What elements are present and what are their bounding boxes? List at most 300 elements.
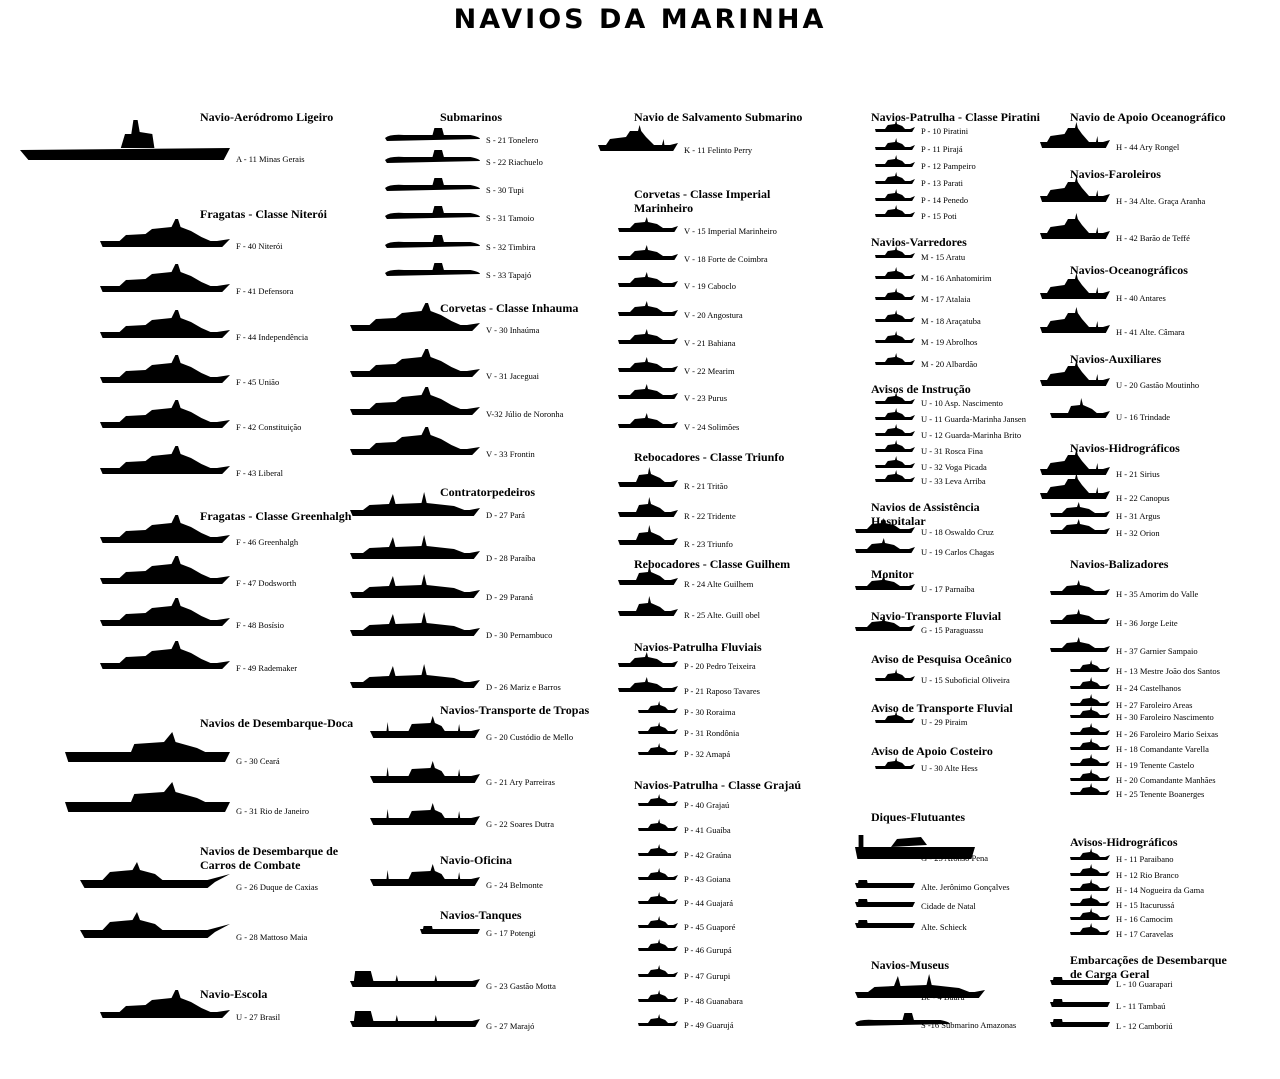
ship-silhouette-icon <box>370 759 480 783</box>
ship-entry <box>598 208 858 238</box>
ship-label: P - 49 Guarujá <box>684 1020 734 1030</box>
ship-label: H - 40 Antares <box>1116 293 1166 303</box>
ship-label: Alte. Schieck <box>921 922 967 932</box>
ship-entry <box>598 521 858 551</box>
ship-silhouette-icon <box>20 118 230 160</box>
ship-entry <box>20 994 360 1024</box>
section-heading: Navios-Tanques <box>440 908 522 922</box>
ship-label: U - 19 Carlos Chagas <box>921 547 995 557</box>
ship-entry <box>20 602 360 632</box>
ship-label: G - 25 Afonso Pena <box>921 853 989 863</box>
ship-label: D - 29 Paraná <box>486 592 533 602</box>
ship-silhouette-icon <box>385 149 480 163</box>
ship-silhouette-icon <box>1040 307 1110 333</box>
ship-entry <box>350 535 610 565</box>
ship-entry <box>1030 771 1280 801</box>
ship-label: M - 18 Araçatuba <box>921 316 981 326</box>
ship-label: H - 30 Faroleiro Nascimento <box>1116 712 1214 722</box>
ship-label: D - 26 Mariz e Barros <box>486 682 561 692</box>
ship-label: S - 30 Tupi <box>486 185 525 195</box>
ship-silhouette-icon <box>385 234 480 248</box>
ship-silhouette-icon <box>618 594 678 616</box>
ship-label: H - 20 Comandante Manhães <box>1116 775 1216 785</box>
ship-silhouette-icon <box>638 964 678 977</box>
ship-label: P - 44 Guajará <box>684 898 734 908</box>
ship-label: L - 10 Guarapari <box>1116 979 1173 989</box>
ship-label: H - 36 Jorge Leite <box>1116 618 1178 628</box>
ship-entry <box>350 307 610 337</box>
ship-silhouette-icon <box>1040 273 1110 299</box>
ship-entry <box>598 561 858 591</box>
ship-entry <box>20 314 360 344</box>
ship-silhouette-icon <box>618 523 678 545</box>
section-heading: Contratorpedeiros <box>440 485 536 499</box>
ship-label: U - 32 Voga Picada <box>921 462 987 472</box>
ship-silhouette-icon <box>370 801 480 825</box>
section-heading: Navios-Auxiliares <box>1070 352 1162 366</box>
ship-silhouette-icon <box>1050 1017 1110 1027</box>
ship-label: P - 45 Guaporé <box>684 922 736 932</box>
section-heading: Aviso de Pesquisa Oceânico <box>871 652 1012 666</box>
section-heading: Navios-Varredores <box>871 235 967 249</box>
ship-label: U - 18 Oswaldo Cruz <box>921 527 994 537</box>
ship-label: D - 27 Pará <box>486 510 525 520</box>
ship-label: H - 11 Paraibano <box>1116 854 1174 864</box>
ship-silhouette-icon <box>638 793 678 806</box>
ship-entry <box>598 320 858 350</box>
section-heading: Fragatas - Classe Greenhalgh <box>200 509 352 523</box>
ship-label: G - 15 Paraguassu <box>921 625 984 635</box>
section-heading: Navios-Patrulha - Classe Grajaú <box>634 778 801 792</box>
ship-entry <box>598 127 858 157</box>
ship-label: S - 21 Tonelero <box>486 135 539 145</box>
ship-entry <box>598 404 858 434</box>
ship-label: P - 12 Pampeiro <box>921 161 976 171</box>
ship-label: P - 11 Pirajá <box>921 144 963 154</box>
ship-entry <box>350 139 610 169</box>
ship-label: G - 27 Marajó <box>486 1021 535 1031</box>
section-heading: Rebocadores - Classe Triunfo <box>634 450 785 464</box>
ship-label: A - 11 Minas Gerais <box>236 154 305 164</box>
ship-silhouette-icon <box>350 425 480 455</box>
ship-silhouette-icon <box>1040 122 1110 148</box>
ship-label: V - 22 Mearim <box>684 366 735 376</box>
ship-label: F - 44 Independência <box>236 332 308 342</box>
ship-silhouette-icon <box>100 554 230 584</box>
section-heading: Aviso de Apoio Costeiro <box>871 744 993 758</box>
ship-silhouette-icon <box>350 572 480 598</box>
ship-label: U - 16 Trindade <box>1116 412 1171 422</box>
ship-silhouette-icon <box>350 1007 480 1027</box>
ship-silhouette-icon <box>350 301 480 331</box>
ship-entry <box>350 492 610 522</box>
ship-silhouette-icon <box>1050 608 1110 624</box>
section-heading: Navios-Patrulha Fluviais <box>634 640 762 654</box>
ship-label: Be - 4 Bauru <box>921 992 965 1002</box>
ship-label: H - 22 Canopus <box>1116 493 1170 503</box>
ship-silhouette-icon <box>638 742 678 755</box>
ship-entry <box>1030 571 1280 601</box>
ship-silhouette-icon <box>638 989 678 1002</box>
ship-entry <box>1030 394 1280 424</box>
ship-entry <box>20 560 360 590</box>
ship-label: H - 24 Castelhanos <box>1116 683 1181 693</box>
ship-silhouette-icon <box>618 271 678 287</box>
ship-label: G - 24 Belmonte <box>486 880 543 890</box>
ship-silhouette-icon <box>855 615 915 631</box>
ship-label: U - 29 Piraim <box>921 717 968 727</box>
ship-silhouette-icon <box>855 574 915 590</box>
ship-silhouette-icon <box>100 217 230 247</box>
section-heading: Navios-Faroleiros <box>1070 167 1161 181</box>
ship-label: R - 24 Alte Guilhem <box>684 579 754 589</box>
ship-label: V - 19 Caboclo <box>684 281 737 291</box>
ship-silhouette-icon <box>618 495 678 517</box>
ship-label: H - 13 Mestre João dos Santos <box>1116 666 1220 676</box>
ship-label: H - 16 Camocim <box>1116 914 1173 924</box>
ship-entry <box>20 645 360 675</box>
section-heading: Navios de Desembarque-Doca <box>200 716 354 730</box>
ship-label: F - 47 Dodsworth <box>236 578 297 588</box>
ship-label: R - 25 Alte. Guill obel <box>684 610 761 620</box>
ship-label: M - 15 Aratu <box>921 252 966 262</box>
ship-entry <box>1030 911 1280 941</box>
ship-silhouette-icon <box>100 988 230 1018</box>
ship-label: U - 12 Guarda-Marinha Brito <box>921 430 1022 440</box>
ship-label: V - 24 Solimões <box>684 422 740 432</box>
ship-silhouette-icon <box>100 596 230 626</box>
ship-label: P - 42 Graúna <box>684 850 732 860</box>
ship-silhouette-icon <box>100 308 230 338</box>
ship-label: P - 14 Penedo <box>921 195 969 205</box>
ship-label: M - 17 Atalaia <box>921 294 971 304</box>
ship-entry <box>350 664 610 694</box>
page-title: NAVIOS DA MARINHA <box>453 4 827 35</box>
ship-label: U - 30 Alte Hess <box>921 763 978 773</box>
ship-silhouette-icon <box>875 668 915 681</box>
ship-label: R - 21 Tritão <box>684 481 728 491</box>
ship-silhouette-icon <box>618 356 678 372</box>
ship-label: P - 47 Gurupi <box>684 971 731 981</box>
ship-silhouette-icon <box>618 651 678 667</box>
ship-entry <box>20 788 360 818</box>
ship-silhouette-icon <box>618 216 678 232</box>
ship-label: R - 23 Triunfo <box>684 539 733 549</box>
ship-label: P - 10 Piratini <box>921 126 969 136</box>
section-heading: Diques-Flutuantes <box>871 810 966 824</box>
ship-silhouette-icon <box>350 967 480 987</box>
ship-label: D - 30 Pernambuco <box>486 630 553 640</box>
ship-silhouette-icon <box>855 972 985 998</box>
ship-silhouette-icon <box>350 662 480 688</box>
ship-label: P - 41 Guaíba <box>684 825 731 835</box>
ship-silhouette-icon <box>618 300 678 316</box>
ship-silhouette-icon <box>350 533 480 559</box>
ship-silhouette-icon <box>875 710 915 723</box>
ship-silhouette-icon <box>855 918 915 928</box>
ship-entry <box>350 574 610 604</box>
ship-label: F - 45 União <box>236 377 280 387</box>
section-heading: Rebocadores - Classe Guilhem <box>634 557 791 571</box>
ship-label: G - 23 Gastão Motta <box>486 981 556 991</box>
ship-label: H - 35 Amorim do Valle <box>1116 589 1199 599</box>
ship-label: H - 37 Garnier Sampaio <box>1116 646 1198 656</box>
ship-label: H - 14 Nogueira da Gama <box>1116 885 1205 895</box>
ship-label: U - 20 Gastão Moutinho <box>1116 380 1200 390</box>
ship-label: P - 15 Poti <box>921 211 957 221</box>
ship-label: H - 32 Orion <box>1116 528 1160 538</box>
ship-entry <box>1030 178 1280 208</box>
ship-silhouette-icon <box>618 244 678 260</box>
ship-label: L - 11 Tambaú <box>1116 1001 1166 1011</box>
ship-label: U - 10 Asp. Nascimento <box>921 398 1003 408</box>
section-heading: Navio-Escola <box>200 987 268 1001</box>
ship-label: V - 33 Frontin <box>486 449 535 459</box>
ship-label: H - 21 Sirius <box>1116 469 1160 479</box>
ship-silhouette-icon <box>350 490 480 516</box>
ship-entry <box>350 1003 610 1033</box>
ship-label: H - 25 Tenente Boanerges <box>1116 789 1205 799</box>
ship-label: V - 23 Purus <box>684 393 728 403</box>
section-heading: Navios de Assistência Hospitalar <box>871 500 980 528</box>
ship-entry <box>598 1002 858 1032</box>
ship-label: U - 17 Parnaíba <box>921 584 975 594</box>
ship-entry <box>350 801 610 831</box>
ship-label: L - 12 Camboriú <box>1116 1021 1173 1031</box>
ship-entry <box>598 493 858 523</box>
ship-label: H - 42 Barão de Teffé <box>1116 233 1190 243</box>
ship-label: S - 31 Tamoio <box>486 213 535 223</box>
ship-entry <box>20 223 360 253</box>
ship-silhouette-icon <box>1050 579 1110 595</box>
ship-label: Cidade de Natal <box>921 901 976 911</box>
section-heading: Embarcações de Desembarque de Carga Geral <box>1070 953 1227 981</box>
ship-entry <box>20 914 360 944</box>
section-heading: Avisos de Instrução <box>871 382 971 396</box>
ship-silhouette-icon <box>350 347 480 377</box>
ship-silhouette-icon <box>100 513 230 543</box>
ship-entry <box>1030 124 1280 154</box>
ship-label: D - 28 Paraíba <box>486 553 536 563</box>
section-heading: Avisos-Hidrográficos <box>1070 835 1178 849</box>
ship-label: V - 18 Forte de Coimbra <box>684 254 768 264</box>
ship-entry <box>20 268 360 298</box>
ship-label: G - 21 Ary Parreiras <box>486 777 555 787</box>
ship-label: V-32 Júlio de Noronha <box>486 409 564 419</box>
ship-entry <box>20 136 360 166</box>
ship-label: M - 19 Abrolhos <box>921 337 978 347</box>
ship-entry <box>350 391 610 421</box>
ship-label: M - 16 Anhatomirim <box>921 273 992 283</box>
ship-silhouette-icon <box>638 891 678 904</box>
section-heading: Navios de Desembarque de Carros de Combate <box>200 844 339 872</box>
ship-silhouette-icon <box>638 1013 678 1026</box>
ship-label: Alte. Jerônimo Gonçalves <box>921 882 1010 892</box>
ship-label: H - 27 Faroleiro Areas <box>1116 700 1193 710</box>
ship-entry <box>598 292 858 322</box>
ship-label: G - 28 Mattoso Maia <box>236 932 308 942</box>
ship-entry <box>350 910 610 940</box>
ship-entry <box>350 759 610 789</box>
ship-entry <box>598 348 858 378</box>
ship-silhouette-icon <box>420 924 480 934</box>
ship-label: G - 30 Ceará <box>236 756 280 766</box>
ship-silhouette-icon <box>618 412 678 428</box>
ship-silhouette-icon <box>598 127 678 151</box>
ship-label: P - 21 Raposo Tavares <box>684 686 760 696</box>
ship-silhouette-icon <box>1040 176 1110 202</box>
ship-label: V - 20 Angostura <box>684 310 743 320</box>
ship-label: P - 30 Roraima <box>684 707 736 717</box>
ship-label: U - 15 Suboficial Oliveira <box>921 675 1010 685</box>
ship-entry <box>350 612 610 642</box>
ship-label: G - 22 Soares Dutra <box>486 819 554 829</box>
ship-silhouette-icon <box>350 385 480 415</box>
ship-silhouette-icon <box>80 910 230 938</box>
ship-label: G - 20 Custódio de Mello <box>486 732 574 742</box>
ship-silhouette-icon <box>100 444 230 474</box>
ship-label: S - 22 Riachuelo <box>486 157 543 167</box>
ship-label: H - 15 Itacurussá <box>1116 900 1175 910</box>
ship-silhouette-icon <box>638 818 678 831</box>
ship-entry <box>1030 600 1280 630</box>
ship-entry <box>350 252 610 282</box>
ship-entry <box>350 224 610 254</box>
section-heading: Navios-Patrulha - Classe Piratini <box>871 110 1040 124</box>
ship-silhouette-icon <box>370 862 480 886</box>
ship-silhouette-icon <box>618 383 678 399</box>
ship-silhouette-icon <box>1040 213 1110 239</box>
section-heading: Navios-Balizadores <box>1070 557 1169 571</box>
ship-silhouette-icon <box>638 938 678 951</box>
ship-label: H - 31 Argus <box>1116 511 1160 521</box>
ship-label: P - 40 Grajaú <box>684 800 730 810</box>
ship-entry <box>20 864 360 894</box>
ship-label: H - 18 Comandante Varella <box>1116 744 1209 754</box>
ship-label: P - 31 Rondônia <box>684 728 740 738</box>
ship-label: V - 31 Jaceguai <box>486 371 539 381</box>
ship-silhouette-icon <box>638 867 678 880</box>
ship-entry <box>598 592 858 622</box>
section-heading: Navios-Oceanográficos <box>1070 263 1188 277</box>
ship-silhouette-icon <box>1070 922 1110 935</box>
ship-label: V - 15 Imperial Marinheiro <box>684 226 777 236</box>
ship-entry <box>350 431 610 461</box>
ship-entry <box>598 263 858 293</box>
ship-silhouette-icon <box>1050 396 1110 418</box>
ship-silhouette-icon <box>100 262 230 292</box>
section-heading: Navios-Museus <box>871 958 950 972</box>
ship-label: F - 40 Niterói <box>236 241 283 251</box>
ship-label: H - 19 Tenente Castelo <box>1116 760 1195 770</box>
ship-entry <box>350 862 610 892</box>
ship-silhouette-icon <box>1040 449 1110 475</box>
ship-silhouette-icon <box>618 328 678 344</box>
ship-label: S - 33 Tapajó <box>486 270 532 280</box>
ship-entry <box>20 359 360 389</box>
ship-silhouette-icon <box>875 204 915 217</box>
ship-silhouette-icon <box>385 205 480 219</box>
section-heading: Navio-Aeródromo Ligeiro <box>200 110 334 124</box>
ship-entry <box>1030 1003 1280 1033</box>
ship-label: S -16 Submarino Amazonas <box>921 1020 1017 1030</box>
ship-entry <box>350 195 610 225</box>
section-heading: Navio-Oficina <box>440 853 512 867</box>
section-heading: Navios-Hidrográficos <box>1070 441 1180 455</box>
section-heading: Fragatas - Classe Niterói <box>200 207 327 221</box>
section-heading: Navio de Salvamento Submarino <box>634 110 803 124</box>
section-heading: Monitor <box>871 567 914 581</box>
ship-label: U - 27 Brasil <box>236 1012 281 1022</box>
ship-label: F - 48 Bosísio <box>236 620 284 630</box>
ship-label: H - 12 Rio Branco <box>1116 870 1179 880</box>
ship-label: H - 44 Ary Rongel <box>1116 142 1180 152</box>
ship-silhouette-icon <box>80 860 230 888</box>
ship-label: F - 49 Rademaker <box>236 663 298 673</box>
ship-label: K - 11 Felinto Perry <box>684 145 753 155</box>
ship-entry <box>20 519 360 549</box>
ship-silhouette-icon <box>618 563 678 585</box>
ship-label: G - 31 Rio de Janeiro <box>236 806 309 816</box>
ship-silhouette-icon <box>638 843 678 856</box>
section-heading: Submarinos <box>440 110 503 124</box>
ship-entry <box>1030 362 1280 392</box>
ship-entry <box>350 353 610 383</box>
ship-silhouette-icon <box>385 262 480 276</box>
section-heading: Navios-Transporte de Tropas <box>440 703 590 717</box>
ship-silhouette-icon <box>875 469 915 482</box>
ship-silhouette-icon <box>618 465 678 487</box>
ship-label: P - 20 Pedro Teixeira <box>684 661 756 671</box>
section-heading: Navio-Transporte Fluvial <box>871 609 1002 623</box>
ship-label: S - 32 Timbira <box>486 242 536 252</box>
ship-label: P - 46 Gurupá <box>684 945 732 955</box>
ship-label: H - 17 Caravelas <box>1116 929 1174 939</box>
ship-entry <box>598 463 858 493</box>
ship-silhouette-icon <box>875 756 915 769</box>
ship-label: U - 33 Leva Arriba <box>921 476 986 486</box>
ship-entry <box>1030 215 1280 245</box>
ship-entry <box>350 167 610 197</box>
ship-silhouette-icon <box>65 732 230 762</box>
ship-label: V - 30 Inhaúma <box>486 325 540 335</box>
ship-silhouette-icon <box>1040 360 1110 386</box>
ship-silhouette-icon <box>100 639 230 669</box>
ship-label: H - 26 Faroleiro Mario Seixas <box>1116 729 1219 739</box>
ship-entry <box>350 714 610 744</box>
section-heading: Navio de Apoio Oceanográfico <box>1070 110 1226 124</box>
ship-label: F - 41 Defensora <box>236 286 294 296</box>
ship-label: P - 32 Amapá <box>684 749 731 759</box>
ship-silhouette-icon <box>350 610 480 636</box>
ship-entry <box>1030 510 1280 540</box>
ship-label: U - 31 Rosca Fina <box>921 446 983 456</box>
ship-label: M - 20 Albardão <box>921 359 978 369</box>
ship-silhouette-icon <box>385 177 480 191</box>
ship-label: R - 22 Tridente <box>684 511 736 521</box>
ship-silhouette-icon <box>1050 518 1110 534</box>
ship-label: P - 13 Parati <box>921 178 963 188</box>
section-heading: Corvetas - Classe Imperial Marinheiro <box>634 187 771 215</box>
ship-label: P - 48 Guanabara <box>684 996 743 1006</box>
ship-silhouette-icon <box>65 782 230 812</box>
ship-label: F - 42 Constituição <box>236 422 302 432</box>
ship-label: H - 34 Alte. Graça Aranha <box>1116 196 1206 206</box>
section-heading: Corvetas - Classe Inhauma <box>440 301 579 315</box>
ship-label: U - 11 Guarda-Marinha Jansen <box>921 414 1026 424</box>
ship-entry <box>598 236 858 266</box>
ship-silhouette-icon <box>100 398 230 428</box>
